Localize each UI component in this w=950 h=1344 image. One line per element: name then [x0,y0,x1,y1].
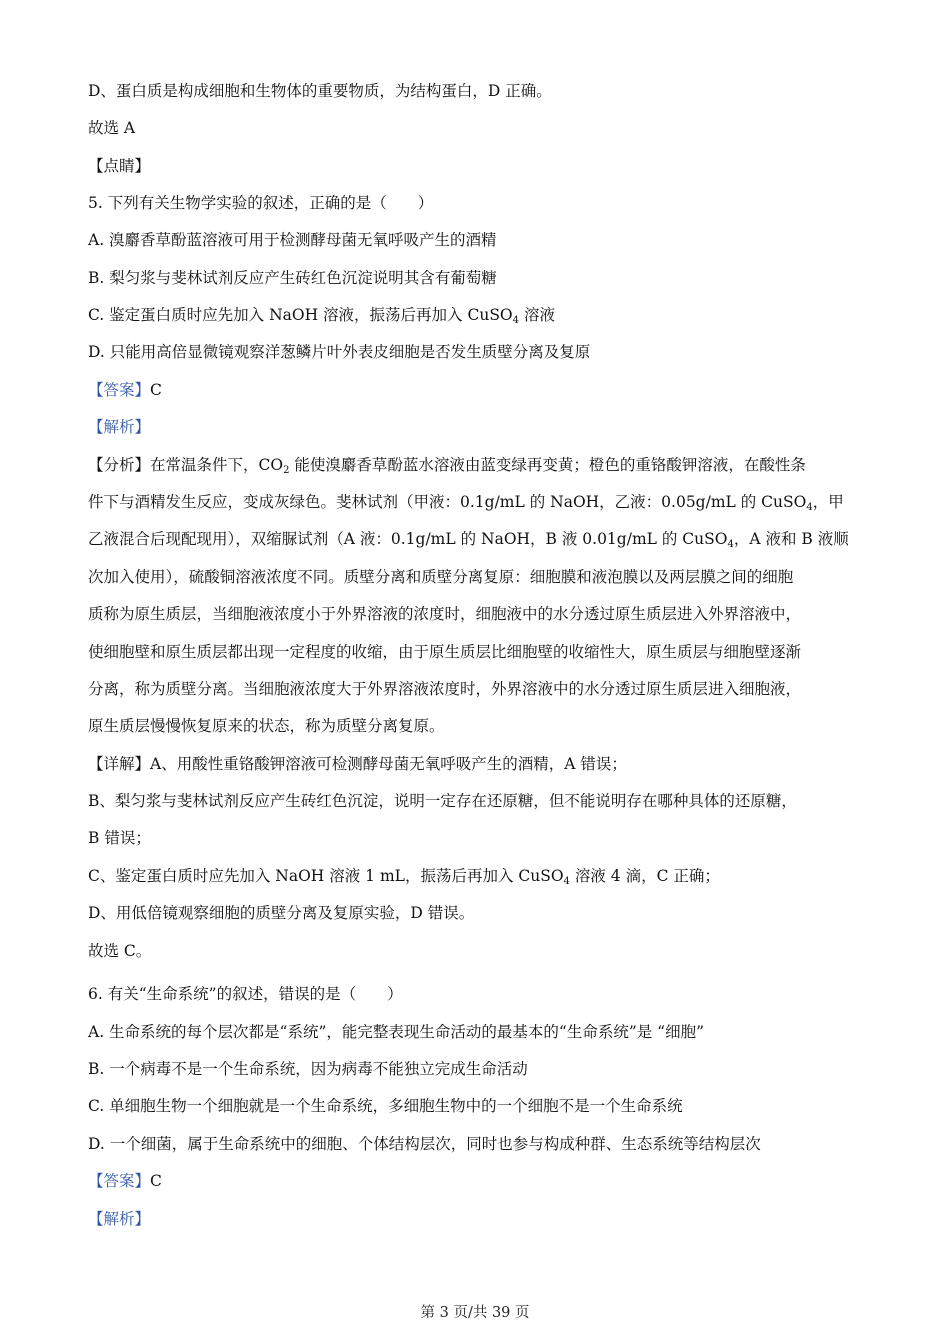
question-5-answer [88,379,868,401]
xiangjie-tag: 【详解】 [88,755,151,773]
text: 在常温条件下，CO [150,456,284,474]
text: 质称为原生质层，当细胞液浓度小于外界溶液的浓度时，细胞液中的水分透过原生质层进入外界溶液中， [88,605,802,623]
question-5-analysis-heading [88,416,868,438]
text: 6. 有关“生命系统”的叙述，错误的是（ ） [88,985,403,1003]
text: B. 梨匀浆与斐林试剂反应产生砖红色沉淀说明其含有葡萄糖 [88,269,497,287]
detail-line-b-cont [88,827,868,849]
analysis-paragraph-line-8 [88,715,868,737]
question-6-answer [88,1170,868,1192]
text: B 错误； [88,829,151,847]
text: 溶液 [519,306,555,324]
text: 乙液混合后现配现用），双缩脲试剂（A 液：0.1g/mL 的 NaOH，B 液 0.01g/mL 的 CuSO [88,530,728,548]
subscript: 4 [806,502,813,513]
analysis-tag: 【解析】 [88,418,151,436]
text: D、蛋白质是构成细胞和生物体的重要物质，为结构蛋白，D 正确。 [88,82,552,100]
subscript: 4 [727,539,734,550]
text: B、梨匀浆与斐林试剂反应产生砖红色沉淀，说明一定存在还原糖，但不能说明存在哪种具体的还原糖， [88,792,797,810]
question-6-stem [88,983,868,1005]
question-5-option-d [88,341,868,363]
question-6-option-c [88,1095,868,1117]
answer-value: C [150,1172,162,1190]
text: ，甲 [812,493,844,511]
analysis-paragraph-line-4 [88,566,868,588]
text: D. 只能用高倍显微镜观察洋葱鳞片叶外表皮细胞是否发生质壁分离及复原 [88,343,591,361]
question-5-option-c [88,304,868,326]
question-5-stem [88,192,868,214]
text: C. 单细胞生物一个细胞就是一个生命系统，多细胞生物中的一个细胞不是一个生命系统 [88,1097,683,1115]
text: D. 一个细菌，属于生命系统中的细胞、个体结构层次，同时也参与构成种群、生态系统等结构层次 [88,1135,761,1153]
text: 能使溴麝香草酚蓝水溶液由蓝变绿再变黄；橙色的重铬酸钾溶液，在酸性条 [289,456,806,474]
detail-line-a [88,753,868,775]
question-6-option-d [88,1133,868,1155]
text: 分离，称为质壁分离。当细胞液浓度大于外界溶液浓度时，外界溶液中的水分透过原生质层进入细胞液， [88,680,802,698]
answer-tag: 【答案】 [88,381,151,399]
analysis-paragraph-line-2 [88,491,868,513]
subscript: 4 [512,315,520,326]
answer-tag: 【答案】 [88,1172,151,1190]
text: D、用低倍镜观察细胞的质壁分离及复原实验，D 错误。 [88,904,475,922]
option-d-explanation-q4 [88,80,868,102]
text: A、用酸性重铬酸钾溶液可检测酵母菌无氧呼吸产生的酒精，A 错误； [150,755,627,773]
detail-line-b [88,790,868,812]
question-6-analysis-heading [88,1208,868,1230]
analysis-paragraph-line-6 [88,641,868,663]
text: 故选 A [88,119,136,137]
text: 使细胞壁和原生质层都出现一定程度的收缩，由于原生质层比细胞壁的收缩性大，原生质层与细胞壁逐渐 [88,643,802,661]
page-number-footer: 第 3 页/共 39 页 [420,1305,530,1321]
text: 次加入使用），硫酸铜溶液浓度不同。质壁分离和质壁分离复原：细胞膜和液泡膜以及两层膜之间的细胞 [88,568,794,586]
text: 【点睛】 [88,157,151,175]
question-6-option-b [88,1058,868,1080]
analysis-paragraph-line-5 [88,603,868,625]
text: C. 鉴定蛋白质时应先加入 NaOH 溶液，振荡后再加入 CuSO [88,306,513,324]
text: 件下与酒精发生反应，变成灰绿色。斐林试剂（甲液：0.1g/mL 的 NaOH，乙液：0.05g/mL 的 CuSO [88,493,807,511]
text: ，A 液和 B 液顺 [733,530,849,548]
text: 原生质层慢慢恢复原来的状态，称为质壁分离复原。 [88,717,445,735]
fenxi-tag: 【分析】 [88,456,151,474]
subscript: 4 [563,876,570,887]
question-6-option-a [88,1021,868,1043]
analysis-paragraph-line-7 [88,678,868,700]
answer-choice-q5 [88,940,868,962]
text: 5. 下列有关生物学实验的叙述，正确的是（ ） [88,194,434,212]
answer-choice-q4 [88,117,868,139]
text: B. 一个病毒不是一个生命系统，因为病毒不能独立完成生命活动 [88,1060,528,1078]
analysis-tag: 【解析】 [88,1210,151,1228]
answer-value: C [150,381,162,399]
detail-line-c [88,865,868,887]
text: A. 溴麝香草酚蓝溶液可用于检测酵母菌无氧呼吸产生的酒精 [88,231,497,249]
analysis-paragraph-line-1 [88,454,868,476]
text: A. 生命系统的每个层次都是“系统”，能完整表现生命活动的最基本的“生命系统”是 “细胞” [88,1023,705,1041]
text: 溶液 4 滴，C 正确； [569,867,720,885]
subscript: 2 [283,465,290,476]
question-5-option-a [88,229,868,251]
text: C、鉴定蛋白质时应先加入 NaOH 溶液 1 mL，振荡后再加入 CuSO [88,867,564,885]
analysis-paragraph-line-3 [88,528,868,550]
question-5-option-b [88,267,868,289]
dianjing-heading [88,155,868,177]
text: 故选 C。 [88,942,152,960]
detail-line-d [88,902,868,924]
